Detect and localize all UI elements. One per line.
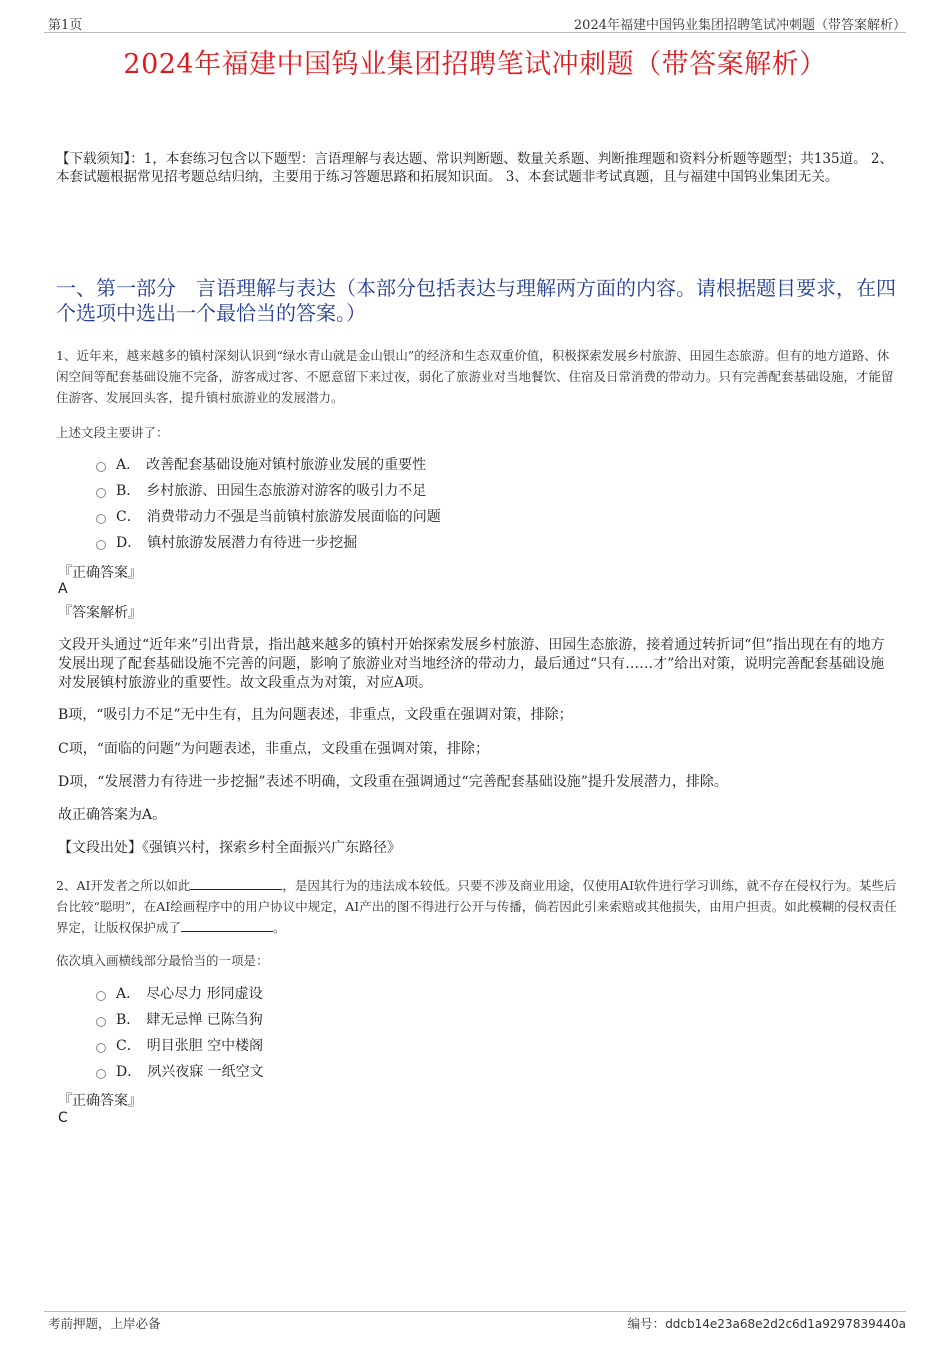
question-1-answer-label: 『正确答案』 — [58, 565, 142, 581]
question-1-option-a[interactable]: A． 改善配套基础设施对镇村旅游业发展的重要性 — [96, 452, 441, 478]
question-1-source: 【文段出处】《强镇兴村，探索乡村全面振兴广东路径》 — [58, 840, 401, 856]
question-1-options — [96, 452, 441, 556]
radio-icon[interactable] — [96, 488, 106, 498]
question-1-analysis-b: B项，“吸引力不足”无中生有，且为问题表述，非重点，文段重在强调对策，排除； — [58, 707, 573, 723]
question-1-option-c[interactable]: C． 消费带动力不强是当前镇村旅游发展面临的问题 — [96, 504, 441, 530]
section-heading: 一、第一部分 言语理解与表达（本部分包括表达与理解两方面的内容。请根据题目要求，在四个选项中选出一个最恰当的答案。） — [56, 276, 896, 325]
download-notice: 【下载须知】：1，本套练习包含以下题型：言语理解与表达题、常识判断题、数量关系题、判断推理题和资料分析题等题型；共135道。 2、本套试题根据常见招考题总结归纳，主要用于练习答题思路和拓展知识面。 3、本套试题非考试真题，且与福建中国钨业集团无关。 — [56, 151, 893, 185]
question-2-option-a[interactable]: A． 尽心尽力 形同虚设 — [96, 981, 264, 1007]
header-divider — [44, 32, 906, 33]
question-1-conclusion: 故正确答案为A。 — [58, 807, 167, 823]
question-1-analysis-d: D项，“发展潜力有待进一步挖掘”表述不明确，文段重在强调通过“完善配套基础设施”提升发展潜力，排除。 — [58, 774, 728, 790]
fill-blank-2[interactable] — [181, 919, 273, 932]
radio-icon[interactable] — [96, 462, 106, 472]
footer-divider — [44, 1311, 906, 1312]
question-2-text: 2、AI开发者之所以如此 ，是因其行为的违法成本较低。只要不涉及商业用途，仅使用AI软件进行学习训练，就不存在侵权行为。某些后台比较“聪明”，在AI绘画程序中的用户协议中规定，AI产出的图不得进行公开与传播，倘若因此引来索赔或其他损失，由用户担责。如此模糊的侵权责任界定，让版权保护成了 。 — [56, 878, 897, 935]
page-title: 2024年福建中国钨业集团招聘笔试冲刺题（带答案解析） — [123, 49, 827, 80]
question-2-option-b[interactable]: B． 肆无忌惮 已陈刍狗 — [96, 1007, 264, 1033]
question-1-analysis-c: C项，“面临的问题”为问题表述，非重点，文段重在强调对策，排除； — [58, 741, 490, 757]
radio-icon[interactable] — [96, 540, 106, 550]
question-2-option-c[interactable]: C． 明目张胆 空中楼阁 — [96, 1033, 264, 1059]
footer-code: 编号：ddcb14e23a68e2d2c6d1a9297839440a — [627, 1316, 906, 1331]
question-2-options — [96, 981, 264, 1085]
question-2-option-d[interactable]: D． 夙兴夜寐 一纸空文 — [96, 1059, 264, 1085]
radio-icon[interactable] — [96, 1017, 106, 1027]
question-1-text: 1、近年来，越来越多的镇村深刻认识到“绿水青山就是金山银山”的经济和生态双重价值，积极探索发展乡村旅游、田园生态旅游。但有的地方道路、休闲空间等配套基础设施不完备，游客成过客、不愿意留下来过夜，弱化了旅游业对当地餐饮、住宿及日常消费的带动力。只有完善配套基础设施，才能留住游客、发展回头客，提升镇村旅游业的发展潜力。 — [56, 348, 894, 405]
question-1-option-d[interactable]: D． 镇村旅游发展潜力有待进一步挖掘 — [96, 530, 441, 556]
page-number: 第1页 — [48, 18, 83, 33]
fill-blank-1[interactable] — [190, 877, 282, 890]
question-1-option-b[interactable]: B． 乡村旅游、田园生态旅游对游客的吸引力不足 — [96, 478, 441, 504]
footer-slogan: 考前押题，上岸必备 — [48, 1316, 161, 1331]
radio-icon[interactable] — [96, 1069, 106, 1079]
question-2-prompt: 依次填入画横线部分最恰当的一项是： — [56, 953, 269, 968]
question-1-analysis-label: 『答案解析』 — [58, 605, 142, 621]
question-1-answer: A — [58, 581, 68, 597]
question-1-prompt: 上述文段主要讲了： — [56, 425, 169, 440]
question-2-answer: C — [58, 1110, 68, 1126]
header-doc-title: 2024年福建中国钨业集团招聘笔试冲刺题（带答案解析） — [573, 18, 906, 33]
question-1-analysis-main: 文段开头通过“近年来”引出背景，指出越来越多的镇村开始探索发展乡村旅游、田园生态旅游，接着通过转折词“但”指出现在有的地方发展出现了配套基础设施不完善的问题，影响了旅游业对当地经济的带动力，最后通过“只有……才”给出对策，说明完善配套基础设施对发展镇村旅游业的重要性。故文段重点为对策，对应A项。 — [58, 637, 885, 691]
radio-icon[interactable] — [96, 991, 106, 1001]
radio-icon[interactable] — [96, 1043, 106, 1053]
radio-icon[interactable] — [96, 514, 106, 524]
question-2-answer-label: 『正确答案』 — [58, 1093, 142, 1109]
